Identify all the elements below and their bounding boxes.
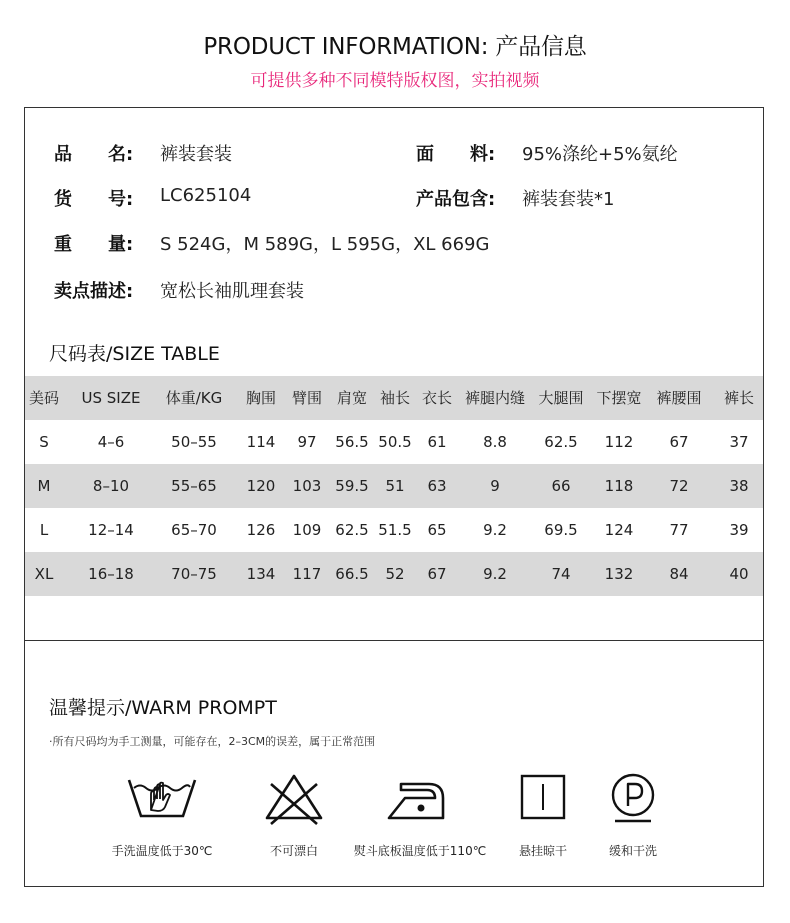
header-cell: US SIZE [81, 389, 141, 407]
description-label: 卖点描述: [54, 281, 134, 302]
table-cell: 84 [669, 565, 689, 583]
table-cell: 8.8 [483, 433, 507, 451]
table-cell: 132 [604, 565, 634, 583]
fabric-label: 面 料: [416, 144, 496, 165]
table-row [25, 552, 763, 596]
sku-value: LC625104 [160, 185, 252, 206]
header-cell: 衣长 [421, 389, 452, 407]
table-cell: 114 [246, 433, 276, 451]
header-cell: 大腿围 [538, 389, 584, 407]
table-cell: 12–14 [88, 521, 134, 539]
table-cell: 65 [427, 521, 447, 539]
product-info-panel [24, 107, 764, 887]
table-cell: 9 [490, 477, 500, 495]
header-cell: 裤腿内缝 [464, 389, 525, 407]
size-table-title: 尺码表/SIZE TABLE [49, 343, 220, 365]
section-divider [25, 640, 763, 641]
table-cell: 61 [427, 433, 447, 451]
table-cell: 9.2 [483, 565, 507, 583]
table-cell: 134 [246, 565, 276, 583]
table-cell: 69.5 [544, 521, 578, 539]
table-cell: 38 [729, 477, 749, 495]
no-bleach-label: 不可漂白 [269, 844, 318, 858]
table-cell: 67 [669, 433, 689, 451]
dry-clean-icon [596, 770, 670, 828]
warm-prompt-title: 温馨提示/WARM PROMPT [49, 697, 277, 719]
table-cell: 50–55 [171, 433, 217, 451]
table-cell: 51.5 [378, 521, 412, 539]
table-cell: 112 [604, 433, 634, 451]
page-title: PRODUCT INFORMATION: 产品信息 [203, 34, 587, 60]
table-cell: 37 [729, 433, 749, 451]
includes-label: 产品包含: [416, 189, 496, 210]
table-cell: 66 [551, 477, 571, 495]
dry-clean-label: 缓和干洗 [608, 844, 657, 858]
table-cell: 63 [427, 477, 447, 495]
sku-label: 货 号: [54, 189, 134, 210]
line-dry-label: 悬挂晾干 [518, 844, 567, 858]
table-cell: 59.5 [335, 477, 369, 495]
table-cell: 40 [729, 565, 749, 583]
header-cell: 胸围 [245, 389, 276, 407]
hand-wash-icon [125, 770, 199, 828]
table-cell: 39 [729, 521, 749, 539]
table-cell: 67 [427, 565, 447, 583]
table-cell: 124 [604, 521, 634, 539]
table-cell: XL [34, 565, 54, 583]
table-cell: 4–6 [97, 433, 125, 451]
no-bleach-icon [257, 770, 331, 828]
hand-wash-label: 手洗温度低于30℃ [111, 844, 213, 858]
table-cell: 74 [551, 565, 571, 583]
table-cell: 118 [604, 477, 634, 495]
table-cell: 50.5 [378, 433, 412, 451]
header-cell: 肩宽 [336, 389, 367, 407]
header-cell: 下摆宽 [596, 389, 642, 407]
measurement-note: ·所有尺码均为手工测量，可能存在，2–3CM的误差，属于正常范围 [49, 735, 376, 748]
name-value: 裤装套装 [160, 144, 232, 165]
table-row [25, 420, 763, 464]
table-cell: 62.5 [544, 433, 578, 451]
fabric-value: 95%涤纶+5%氨纶 [522, 144, 678, 165]
table-cell: S [39, 433, 49, 451]
header-cell: 袖长 [379, 389, 410, 407]
header-cell: 体重/KG [165, 389, 223, 407]
table-cell: 109 [292, 521, 322, 539]
table-cell: 70–75 [171, 565, 217, 583]
table-cell: 120 [246, 477, 276, 495]
table-row [25, 508, 763, 552]
header-cell: 美码 [28, 389, 59, 407]
includes-value: 裤装套装*1 [522, 189, 615, 210]
weight-value: S 524G，M 589G，L 595G，XL 669G [160, 234, 490, 255]
table-cell: 97 [297, 433, 317, 451]
page-subtitle: 可提供多种不同模特版权图，实拍视频 [250, 71, 540, 91]
table-cell: 51 [385, 477, 405, 495]
table-cell: 52 [385, 565, 405, 583]
table-cell: 77 [669, 521, 689, 539]
iron-icon [383, 770, 457, 828]
table-cell: 9.2 [483, 521, 507, 539]
table-cell: 65–70 [171, 521, 217, 539]
table-cell: 8–10 [92, 477, 130, 495]
description-value: 宽松长袖肌理套装 [160, 281, 304, 302]
table-cell: M [37, 477, 51, 495]
table-cell: 55–65 [171, 477, 217, 495]
header-cell: 裤腰围 [656, 389, 702, 407]
table-cell: 16–18 [88, 565, 134, 583]
line-dry-icon [506, 770, 580, 828]
table-row [25, 464, 763, 508]
table-cell: 126 [246, 521, 276, 539]
header-cell: 臂围 [291, 389, 322, 407]
name-label: 品 名: [54, 144, 134, 165]
weight-label: 重 量: [54, 234, 134, 255]
table-cell: 117 [292, 565, 322, 583]
table-cell: 56.5 [335, 433, 369, 451]
size-table-header [25, 376, 763, 420]
iron-label: 熨斗底板温度低于110℃ [353, 844, 487, 858]
table-cell: 62.5 [335, 521, 369, 539]
table-cell: 72 [669, 477, 689, 495]
header-cell: 裤长 [723, 389, 754, 407]
table-cell: 66.5 [335, 565, 369, 583]
table-cell: 103 [292, 477, 322, 495]
table-cell: L [39, 521, 49, 539]
